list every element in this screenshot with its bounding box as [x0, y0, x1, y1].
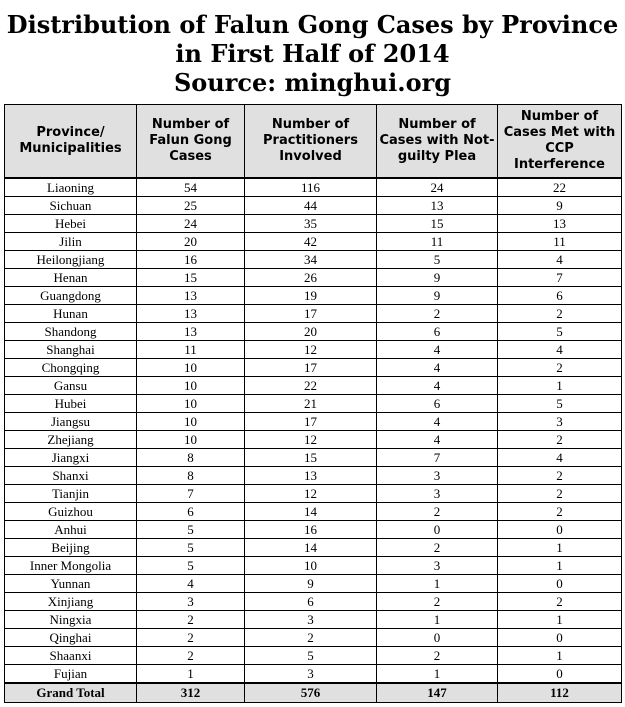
table-row [5, 377, 622, 395]
title-line-2: in First Half of 2014 [175, 39, 450, 68]
value-cell: 2 [137, 611, 245, 629]
value-cell: 4 [498, 341, 622, 359]
header-practitioners: Number of Practitioners Involved [245, 105, 377, 179]
value-cell: 5 [498, 323, 622, 341]
value-cell: 0 [377, 521, 498, 539]
value-cell: 10 [245, 557, 377, 575]
value-cell: 1 [498, 557, 622, 575]
value-cell: 1 [137, 665, 245, 684]
value-cell: 2 [498, 503, 622, 521]
table-footer [5, 683, 622, 703]
value-cell: 2 [377, 647, 498, 665]
table-row [5, 557, 622, 575]
table-row [5, 431, 622, 449]
value-cell: 3 [377, 467, 498, 485]
value-cell: 4 [377, 413, 498, 431]
total-cell: 576 [245, 683, 377, 703]
value-cell: 11 [137, 341, 245, 359]
value-cell: 2 [498, 485, 622, 503]
value-cell: 4 [498, 449, 622, 467]
province-cell: Zhejiang [5, 431, 137, 449]
province-cell: Inner Mongolia [5, 557, 137, 575]
value-cell: 1 [498, 611, 622, 629]
value-cell: 16 [245, 521, 377, 539]
province-cell: Guizhou [5, 503, 137, 521]
table-row [5, 503, 622, 521]
value-cell: 16 [137, 251, 245, 269]
total-cell: 112 [498, 683, 622, 703]
title-line-1: Distribution of Falun Gong Cases by Province [6, 10, 619, 39]
value-cell: 8 [137, 449, 245, 467]
value-cell: 24 [377, 178, 498, 197]
table-row [5, 269, 622, 287]
table-row [5, 215, 622, 233]
value-cell: 1 [377, 665, 498, 684]
value-cell: 0 [498, 665, 622, 684]
value-cell: 17 [245, 359, 377, 377]
title-line-3: Source: minghui.org [173, 68, 452, 97]
value-cell: 1 [377, 575, 498, 593]
value-cell: 13 [137, 305, 245, 323]
value-cell: 6 [377, 395, 498, 413]
value-cell: 2 [498, 431, 622, 449]
value-cell: 13 [377, 197, 498, 215]
value-cell: 10 [137, 431, 245, 449]
table-row [5, 197, 622, 215]
province-cell: Sichuan [5, 197, 137, 215]
value-cell: 12 [245, 341, 377, 359]
value-cell: 19 [245, 287, 377, 305]
value-cell: 10 [137, 377, 245, 395]
value-cell: 13 [137, 287, 245, 305]
value-cell: 4 [137, 575, 245, 593]
value-cell: 2 [377, 503, 498, 521]
cases-table [4, 104, 622, 703]
value-cell: 1 [498, 539, 622, 557]
province-cell: Shanxi [5, 467, 137, 485]
value-cell: 9 [245, 575, 377, 593]
value-cell: 15 [245, 449, 377, 467]
table-row [5, 305, 622, 323]
value-cell: 26 [245, 269, 377, 287]
value-cell: 0 [377, 629, 498, 647]
value-cell: 13 [498, 215, 622, 233]
value-cell: 4 [377, 341, 498, 359]
value-cell: 1 [498, 377, 622, 395]
province-cell: Hebei [5, 215, 137, 233]
table-row [5, 359, 622, 377]
table-row [5, 341, 622, 359]
value-cell: 10 [137, 359, 245, 377]
value-cell: 6 [137, 503, 245, 521]
value-cell: 3 [137, 593, 245, 611]
value-cell: 2 [377, 593, 498, 611]
value-cell: 2 [498, 467, 622, 485]
value-cell: 24 [137, 215, 245, 233]
province-cell: Heilongjiang [5, 251, 137, 269]
value-cell: 9 [377, 269, 498, 287]
value-cell: 0 [498, 629, 622, 647]
value-cell: 5 [245, 647, 377, 665]
value-cell: 5 [137, 521, 245, 539]
province-cell: Jiangxi [5, 449, 137, 467]
value-cell: 13 [245, 467, 377, 485]
value-cell: 10 [137, 413, 245, 431]
value-cell: 8 [137, 467, 245, 485]
value-cell: 15 [137, 269, 245, 287]
province-cell: Guangdong [5, 287, 137, 305]
table-row [5, 521, 622, 539]
value-cell: 6 [245, 593, 377, 611]
table-row [5, 665, 622, 684]
table-body [5, 178, 622, 683]
province-cell: Anhui [5, 521, 137, 539]
province-cell: Yunnan [5, 575, 137, 593]
value-cell: 10 [137, 395, 245, 413]
value-cell: 1 [377, 611, 498, 629]
value-cell: 6 [377, 323, 498, 341]
table-row [5, 395, 622, 413]
province-cell: Jiangsu [5, 413, 137, 431]
table-row [5, 629, 622, 647]
value-cell: 9 [377, 287, 498, 305]
value-cell: 11 [498, 233, 622, 251]
total-row [5, 683, 622, 703]
value-cell: 2 [137, 629, 245, 647]
table-row [5, 575, 622, 593]
table-row [5, 485, 622, 503]
value-cell: 9 [498, 197, 622, 215]
province-cell: Shaanxi [5, 647, 137, 665]
value-cell: 4 [498, 251, 622, 269]
value-cell: 25 [137, 197, 245, 215]
value-cell: 5 [137, 557, 245, 575]
table-row [5, 611, 622, 629]
value-cell: 4 [377, 359, 498, 377]
total-cell: 312 [137, 683, 245, 703]
value-cell: 0 [498, 575, 622, 593]
value-cell: 2 [498, 359, 622, 377]
total-cell: 147 [377, 683, 498, 703]
header-row [5, 105, 622, 179]
province-cell: Beijing [5, 539, 137, 557]
table-row [5, 449, 622, 467]
value-cell: 42 [245, 233, 377, 251]
province-cell: Ningxia [5, 611, 137, 629]
value-cell: 7 [498, 269, 622, 287]
value-cell: 2 [245, 629, 377, 647]
value-cell: 35 [245, 215, 377, 233]
province-cell: Liaoning [5, 178, 137, 197]
province-cell: Gansu [5, 377, 137, 395]
province-cell: Shandong [5, 323, 137, 341]
table-row [5, 287, 622, 305]
value-cell: 11 [377, 233, 498, 251]
title-block [0, 10, 625, 97]
value-cell: 3 [245, 665, 377, 684]
value-cell: 22 [498, 178, 622, 197]
header-province: Province/ Municipalities [5, 105, 137, 179]
value-cell: 54 [137, 178, 245, 197]
province-cell: Jilin [5, 233, 137, 251]
value-cell: 7 [137, 485, 245, 503]
table-row [5, 178, 622, 197]
value-cell: 3 [377, 557, 498, 575]
table-header [5, 105, 622, 179]
value-cell: 6 [498, 287, 622, 305]
value-cell: 20 [245, 323, 377, 341]
table-row [5, 539, 622, 557]
value-cell: 2 [498, 305, 622, 323]
value-cell: 22 [245, 377, 377, 395]
value-cell: 2 [137, 647, 245, 665]
value-cell: 21 [245, 395, 377, 413]
table-row [5, 233, 622, 251]
province-cell: Qinghai [5, 629, 137, 647]
value-cell: 15 [377, 215, 498, 233]
value-cell: 5 [137, 539, 245, 557]
value-cell: 14 [245, 503, 377, 521]
value-cell: 12 [245, 485, 377, 503]
value-cell: 116 [245, 178, 377, 197]
value-cell: 0 [498, 521, 622, 539]
value-cell: 2 [377, 539, 498, 557]
value-cell: 13 [137, 323, 245, 341]
value-cell: 1 [498, 647, 622, 665]
header-ccp-interference: Number of Cases Met with CCP Interference [498, 105, 622, 179]
province-cell: Chongqing [5, 359, 137, 377]
header-falun-gong-cases: Number of Falun Gong Cases [137, 105, 245, 179]
value-cell: 5 [377, 251, 498, 269]
value-cell: 14 [245, 539, 377, 557]
province-cell: Henan [5, 269, 137, 287]
table-row [5, 467, 622, 485]
value-cell: 44 [245, 197, 377, 215]
province-cell: Xinjiang [5, 593, 137, 611]
value-cell: 3 [377, 485, 498, 503]
table-row [5, 593, 622, 611]
value-cell: 17 [245, 413, 377, 431]
value-cell: 2 [498, 593, 622, 611]
value-cell: 5 [498, 395, 622, 413]
value-cell: 3 [245, 611, 377, 629]
province-cell: Hubei [5, 395, 137, 413]
value-cell: 17 [245, 305, 377, 323]
province-cell: Hunan [5, 305, 137, 323]
value-cell: 34 [245, 251, 377, 269]
table-row [5, 251, 622, 269]
value-cell: 4 [377, 377, 498, 395]
province-cell: Shanghai [5, 341, 137, 359]
value-cell: 2 [377, 305, 498, 323]
value-cell: 7 [377, 449, 498, 467]
value-cell: 20 [137, 233, 245, 251]
table-row [5, 323, 622, 341]
value-cell: 4 [377, 431, 498, 449]
table-row [5, 413, 622, 431]
value-cell: 12 [245, 431, 377, 449]
header-not-guilty-plea: Number of Cases with Not-guilty Plea [377, 105, 498, 179]
province-cell: Fujian [5, 665, 137, 684]
table-row [5, 647, 622, 665]
value-cell: 3 [498, 413, 622, 431]
total-label: Grand Total [5, 683, 137, 703]
province-cell: Tianjin [5, 485, 137, 503]
